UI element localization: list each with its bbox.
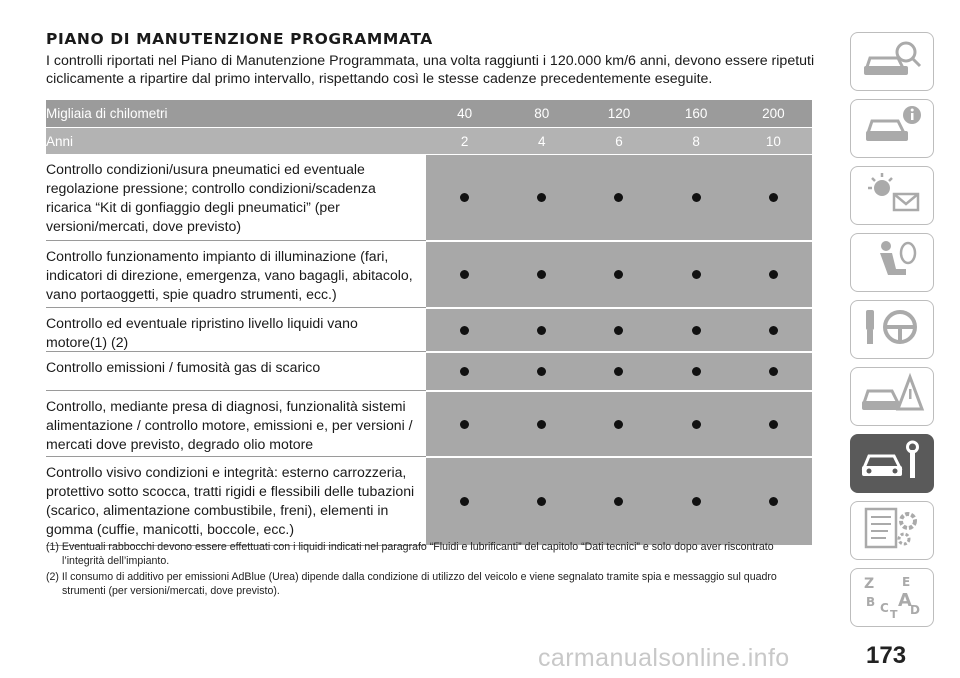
page-number: 173	[866, 642, 907, 669]
interval-cell	[426, 309, 503, 351]
check-dot-icon	[692, 193, 701, 202]
svg-text:T: T	[890, 608, 898, 618]
check-dot-icon	[460, 193, 469, 202]
check-description: Controllo condizioni/usura pneumatici ed eventuale regolazione pressione; controllo condizioni/scadenza ricarica “Kit di gonfiaggio degli pneumatici” (per versioni/mercati, dove previsto)	[46, 155, 426, 241]
svg-text:Z: Z	[864, 576, 875, 592]
table-row	[46, 392, 812, 458]
check-dot-icon	[614, 193, 623, 202]
interval-cell	[503, 353, 580, 390]
check-dot-icon	[769, 420, 778, 429]
check-dot-icon	[692, 420, 701, 429]
check-dot-icon	[537, 270, 546, 279]
km-value: 120	[607, 106, 631, 121]
check-dot-icon	[537, 367, 546, 376]
km-value: 40	[457, 106, 473, 121]
years-header-row	[46, 128, 812, 155]
km-value: 160	[684, 106, 708, 121]
years-header-label: Anni	[46, 133, 74, 149]
table-body	[46, 155, 812, 547]
km-header-label: Migliaia di chilometri	[46, 106, 168, 121]
svg-text:C: C	[880, 601, 889, 615]
sidebar-tab-car-warning-triangle[interactable]	[850, 367, 934, 426]
footnotes	[46, 540, 816, 600]
interval-cells	[426, 392, 812, 457]
check-dot-icon	[769, 497, 778, 506]
interval-cell	[658, 458, 735, 545]
check-dot-icon	[537, 326, 546, 335]
table-row	[46, 353, 812, 392]
interval-cell	[503, 155, 580, 240]
sidebar-tab-warning-light-message[interactable]	[850, 166, 934, 225]
interval-cell	[426, 155, 503, 240]
chapter-sidebar	[850, 32, 934, 635]
years-value: 2	[460, 133, 469, 149]
check-dot-icon	[537, 497, 546, 506]
interval-cell	[426, 458, 503, 545]
sidebar-tab-key-steering-wheel[interactable]	[850, 300, 934, 359]
interval-cell	[735, 155, 812, 240]
interval-cell	[735, 242, 812, 307]
years-value: 8	[692, 133, 700, 149]
km-value: 200	[762, 106, 785, 121]
sidebar-tab-airbag-seat[interactable]	[850, 233, 934, 292]
check-dot-icon	[692, 367, 701, 376]
interval-cell	[580, 309, 657, 351]
check-dot-icon	[460, 367, 469, 376]
interval-cell	[580, 458, 657, 545]
interval-cell	[580, 392, 657, 456]
interval-cell	[580, 242, 657, 307]
sidebar-tab-car-search[interactable]	[850, 32, 934, 91]
years-value: 10	[765, 133, 781, 149]
interval-cell	[658, 309, 735, 351]
check-dot-icon	[769, 193, 778, 202]
interval-cell	[503, 242, 580, 307]
technical-data-gear-icon	[858, 505, 926, 556]
interval-cell	[503, 309, 580, 351]
km-header-row	[46, 100, 812, 128]
interval-cells	[426, 155, 812, 241]
sidebar-tab-technical-data-gear[interactable]	[850, 501, 934, 560]
check-dot-icon	[769, 270, 778, 279]
interval-cell	[426, 353, 503, 390]
check-dot-icon	[769, 367, 778, 376]
alphabetical-index-icon	[858, 572, 926, 623]
intro-paragraph: I controlli riportati nel Piano di Manutenzione Programmata, una volta raggiunti i 120.000 km/6 anni, devono essere ripetuti ciclicamente a ripartire dal primo intervallo, rispettando così le stesse cadenze precedentemente eseguite.	[46, 53, 815, 87]
car-wrench-icon	[858, 438, 926, 489]
check-dot-icon	[692, 270, 701, 279]
km-value: 80	[534, 106, 550, 121]
check-dot-icon	[460, 270, 469, 279]
check-dot-icon	[537, 420, 546, 429]
airbag-seat-icon	[858, 237, 926, 288]
check-description: Controllo, mediante presa di diagnosi, funzionalità sistemi alimentazione / controllo motore, emissioni e, per versioni / mercati dove previsto, degrado olio motore	[46, 392, 426, 457]
sidebar-tab-car-wrench[interactable]	[850, 434, 934, 493]
footnote: (1) Eventuali rabbocchi devono essere effettuati con i liquidi indicati nel paragrafo “Fluidi e lubrificanti” del capitolo “Dati tecnici” e solo dopo aver riscontrato l’integrità dell’impianto.	[46, 541, 774, 567]
table-row	[46, 155, 812, 242]
footnote: (2) Il consumo di additivo per emissioni AdBlue (Urea) dipende dalla condizione di utilizzo del veicolo e viene segnalato tramite spia e messaggio sul quadro strumenti (per versioni/mercati, dove previsto).	[46, 571, 777, 597]
interval-cell	[503, 458, 580, 545]
interval-cell	[658, 242, 735, 307]
interval-cell	[580, 155, 657, 240]
interval-cell	[735, 392, 812, 456]
interval-cell	[580, 353, 657, 390]
check-dot-icon	[614, 270, 623, 279]
car-warning-triangle-icon	[858, 371, 926, 422]
check-dot-icon	[460, 420, 469, 429]
interval-cells	[426, 353, 812, 391]
table-row	[46, 458, 812, 547]
key-steering-wheel-icon	[858, 304, 926, 355]
check-dot-icon	[460, 326, 469, 335]
svg-text:A: A	[898, 590, 912, 611]
interval-cell	[426, 242, 503, 307]
check-dot-icon	[692, 497, 701, 506]
interval-cell	[658, 392, 735, 456]
check-dot-icon	[614, 326, 623, 335]
check-dot-icon	[769, 326, 778, 335]
page-title: PIANO DI MANUTENZIONE PROGRAMMATA	[46, 30, 433, 48]
check-dot-icon	[614, 497, 623, 506]
interval-cells	[426, 242, 812, 308]
interval-cell	[503, 392, 580, 456]
interval-cells	[426, 309, 812, 352]
car-search-icon	[858, 36, 926, 87]
table-row	[46, 242, 812, 309]
maintenance-table	[46, 100, 812, 547]
check-description: Controllo funzionamento impianto di illuminazione (fari, indicatori di direzione, emergenza, vano bagagli, abitacolo, vano portaoggetti, spie quadro strumenti, ecc.)	[46, 242, 426, 308]
watermark: carmanualsonline.info	[538, 644, 790, 672]
table-row	[46, 309, 812, 353]
interval-cells	[426, 458, 812, 546]
warning-light-message-icon	[858, 170, 926, 221]
svg-text:E: E	[902, 575, 911, 589]
years-value: 4	[538, 133, 546, 149]
interval-cell	[658, 155, 735, 240]
svg-text:B: B	[866, 595, 876, 609]
check-dot-icon	[537, 193, 546, 202]
check-dot-icon	[460, 497, 469, 506]
svg-text:D: D	[910, 603, 920, 617]
check-description: Controllo ed eventuale ripristino livello liquidi vano motore(1) (2)	[46, 309, 426, 352]
interval-cell	[735, 458, 812, 545]
interval-cell	[426, 392, 503, 456]
car-info-icon	[858, 103, 926, 154]
check-dot-icon	[614, 420, 623, 429]
sidebar-tab-alphabetical-index[interactable]	[850, 568, 934, 627]
years-value: 6	[615, 133, 623, 149]
sidebar-tab-car-info[interactable]	[850, 99, 934, 158]
check-description: Controllo visivo condizioni e integrità: esterno carrozzeria, protettivo sotto scocca, tratti rigidi e flessibili delle tubazioni (scarico, alimentazione combustibile, freni), elementi in gomma (cuffie, manicotti, boccole, ecc.)	[46, 458, 426, 546]
interval-cell	[658, 353, 735, 390]
check-dot-icon	[614, 367, 623, 376]
check-description: Controllo emissioni / fumosità gas di scarico	[46, 353, 426, 391]
check-dot-icon	[692, 326, 701, 335]
interval-cell	[735, 353, 812, 390]
interval-cell	[735, 309, 812, 351]
